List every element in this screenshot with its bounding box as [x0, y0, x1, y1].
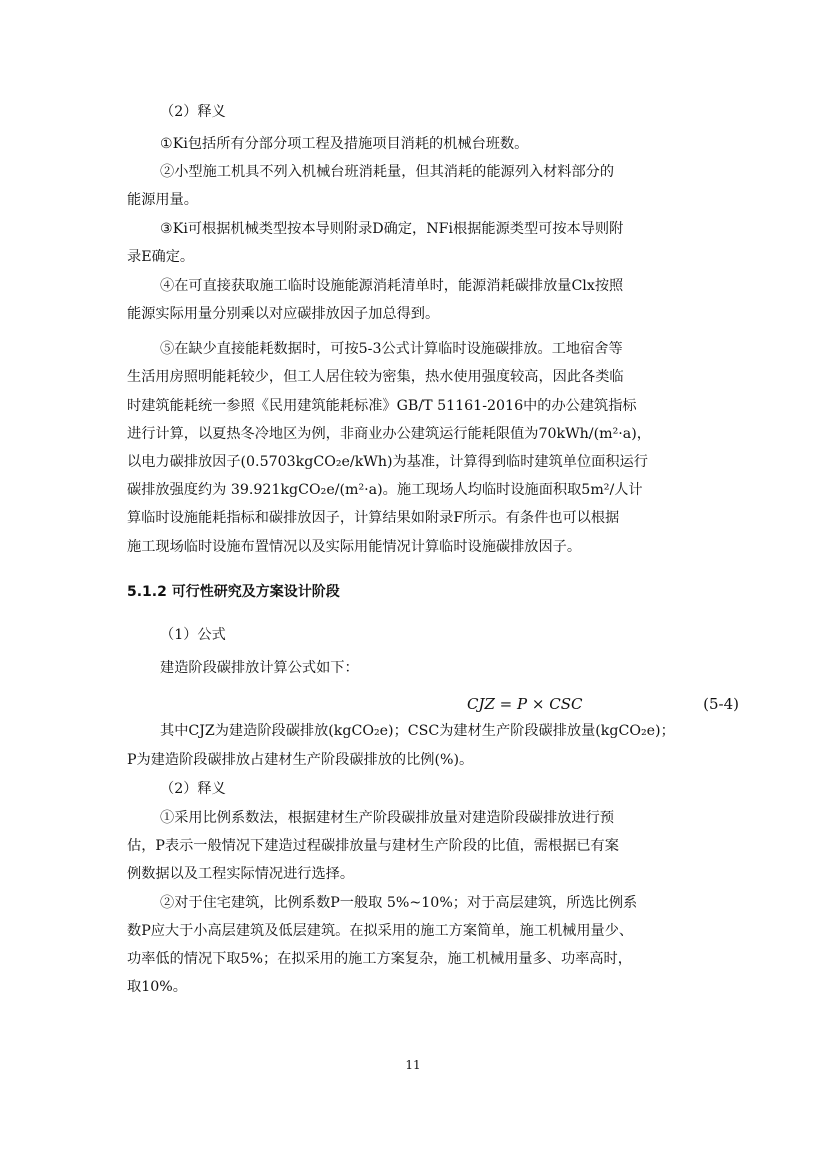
paragraph-5-line-6: 碳排放强度约为 39.921kgCO₂e/(m²·a)。施工现场人均临时设施面积取5m²/人计	[127, 482, 643, 498]
page-number: 11	[405, 1058, 421, 1072]
formula-number: (5-4)	[703, 695, 739, 713]
subheading-interpretation-2: （2）释义	[160, 781, 226, 797]
section-heading-interpretation: （2）释义	[160, 104, 226, 120]
paragraph-5-line-1: ⑤在缺少直接能耗数据时，可按5-3公式计算临时设施碳排放。工地宿舍等	[160, 341, 623, 357]
item-2-line-1: ②对于住宅建筑，比例系数P一般取 5%~10%；对于高层建筑，所选比例系	[160, 895, 638, 911]
formula-intro: 建造阶段碳排放计算公式如下：	[160, 660, 359, 676]
formula-equation: CJZ = P × CSC	[467, 695, 583, 713]
paragraph-4-line-2: 能源实际用量分别乘以对应碳排放因子加总得到。	[127, 306, 440, 322]
paragraph-2-line-1: ②小型施工机具不列入机械台班消耗量，但其消耗的能源列入材料部分的	[160, 164, 615, 180]
paragraph-5-line-8: 施工现场临时设施布置情况以及实际用能情况计算临时设施碳排放因子。	[127, 539, 582, 555]
formula-definition-line-2: P为建造阶段碳排放占建材生产阶段碳排放的比例(%)。	[127, 752, 474, 768]
item-2-line-2: 数P应大于小高层建筑及低层建筑。在拟采用的施工方案简单，施工机械用量少、	[127, 923, 634, 939]
formula-definition-line-1: 其中CJZ为建造阶段碳排放(kgCO₂e)；CSC为建材生产阶段碳排放量(kgCO₂e)；	[160, 723, 675, 739]
paragraph-3-line-1: ③Ki可根据机械类型按本导则附录D确定，NFi根据能源类型可按本导则附	[160, 221, 624, 237]
paragraph-5-line-7: 算临时设施能耗指标和碳排放因子，计算结果如附录F所示。有条件也可以根据	[127, 510, 620, 526]
item-1-line-1: ①采用比例系数法，根据建材生产阶段碳排放量对建造阶段碳排放进行预	[160, 810, 615, 826]
paragraph-5-line-5: 以电力碳排放因子(0.5703kgCO₂e/kWh)为基准，计算得到临时建筑单位面积运行	[127, 454, 648, 470]
paragraph-4-line-1: ④在可直接获取施工临时设施能源消耗清单时，能源消耗碳排放量Clx按照	[160, 278, 624, 294]
section-title: 5.1.2 可行性研究及方案设计阶段	[127, 584, 340, 600]
paragraph-5-line-4: 进行计算，以夏热冬冷地区为例，非商业办公建筑运行能耗限值为70kWh/(m²·a)，	[127, 426, 651, 442]
paragraph-5-line-3: 时建筑能耗统一参照《民用建筑能耗标准》GB/T 51161-2016中的办公建筑指标	[127, 398, 637, 414]
paragraph-1: ①Ki包括所有分部分项工程及措施项目消耗的机械台班数。	[160, 136, 529, 152]
item-2-line-3: 功率低的情况下取5%；在拟采用的施工方案复杂，施工机械用量多、功率高时，	[127, 951, 632, 967]
item-1-line-2: 估，P表示一般情况下建造过程碳排放量与建材生产阶段的比值，需根据已有案	[127, 838, 619, 854]
paragraph-3-line-2: 录E确定。	[127, 249, 195, 265]
subheading-formula: （1）公式	[160, 627, 226, 643]
paragraph-2-line-2: 能源用量。	[127, 192, 198, 208]
item-1-line-3: 例数据以及工程实际情况进行选择。	[127, 866, 355, 882]
item-2-line-4: 取10%。	[127, 979, 187, 995]
paragraph-5-line-2: 生活用房照明能耗较少，但工人居住较为密集，热水使用强度较高，因此各类临	[127, 369, 624, 385]
